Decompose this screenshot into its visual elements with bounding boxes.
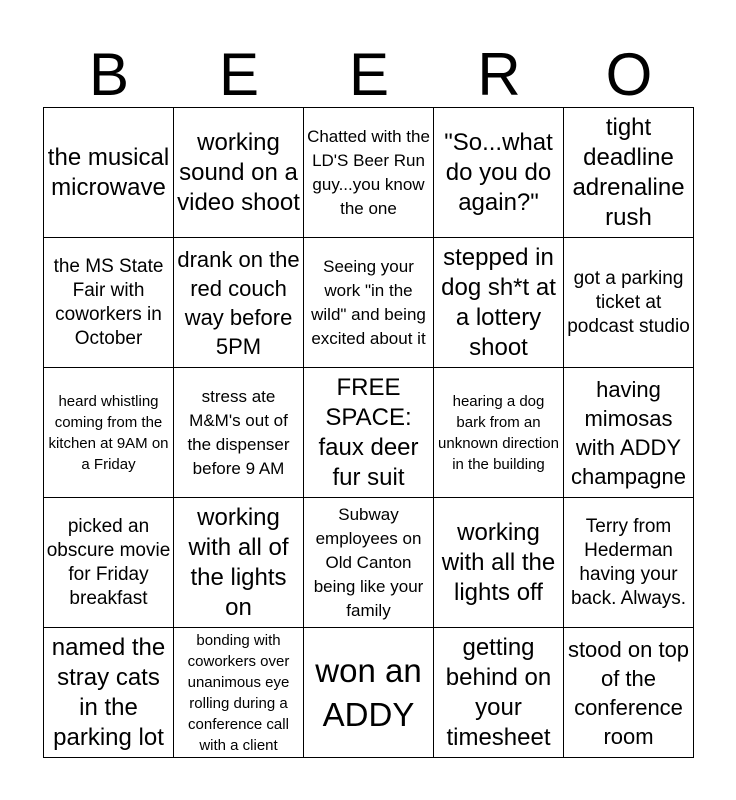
bingo-cell-r3-c3[interactable] [434,498,564,628]
cell-text: hearing a dog bark from an unknown direction in the building [438,392,559,473]
header-letter-r: R [477,41,521,108]
bingo-cell-r2-c3[interactable] [434,368,564,498]
bingo-cell-r0-c0[interactable] [44,108,174,238]
bingo-header [44,41,694,108]
bingo-cell-r3-c2[interactable] [304,498,434,628]
cell-text: drank on the red couch way before 5PM [177,246,300,359]
bingo-cell-r1-c4[interactable] [564,238,694,368]
bingo-cell-r3-c0[interactable] [44,498,174,628]
cell-text: Chatted with the LD'S Beer Run guy...you know the one [307,126,430,218]
bingo-cell-r0-c2[interactable] [304,108,434,238]
bingo-cell-r0-c4[interactable] [564,108,694,238]
cell-text: stepped in dog sh*t at a lottery shoot [441,243,556,361]
bingo-cell-r4-c3[interactable] [434,628,564,758]
header-letter-o: O [605,41,653,108]
cell-text: heard whistling coming from the kitchen at 9AM on a Friday [48,392,169,473]
cell-text: the musical microwave [47,143,170,201]
bingo-cell-r4-c2[interactable] [304,628,434,758]
bingo-cell-r1-c3[interactable] [434,238,564,368]
cell-text: having mimosas with ADDY champagne [571,376,686,489]
cell-text: working sound on a video shoot [177,128,300,216]
bingo-cell-r4-c1[interactable] [174,628,304,758]
bingo-cell-r1-c0[interactable] [44,238,174,368]
bingo-cell-r1-c1[interactable] [174,238,304,368]
bingo-cell-r4-c4[interactable] [564,628,694,758]
cell-text: working with all of the lights on [188,503,289,621]
bingo-cell-r4-c0[interactable] [44,628,174,758]
cell-text: Terry from Hederman having your back. Always. [570,515,687,609]
header-letter-b: B [88,41,130,108]
cell-text: named the stray cats in the parking lot [51,633,166,751]
cell-text: "So...what do you do again?" [444,128,553,216]
cell-text: got a parking ticket at podcast studio [567,267,690,337]
bingo-cell-r1-c2[interactable] [304,238,434,368]
bingo-cell-r3-c1[interactable] [174,498,304,628]
bingo-cell-r0-c1[interactable] [174,108,304,238]
bingo-cell-r3-c4[interactable] [564,498,694,628]
header-letter-e2: E [348,41,390,108]
cell-text: FREE SPACE: faux deer fur suit [318,373,419,491]
bingo-cell-r2-c2[interactable] [304,368,434,498]
bingo-board [43,107,694,758]
header-letter-e1: E [218,41,260,108]
cell-text: Seeing your work "in the wild" and being excited about it [311,256,426,348]
cell-text: the MS State Fair with coworkers in October [53,255,164,349]
bingo-cell-r2-c1[interactable] [174,368,304,498]
cell-text: stood on top of the conference room [567,636,690,749]
cell-text: stress ate M&M's out of the dispenser before 9 AM [187,386,290,478]
bingo-cell-r2-c0[interactable] [44,368,174,498]
cell-text: picked an obscure movie for Friday breakfast [46,515,171,609]
cell-text: won an ADDY [315,651,422,733]
cell-text: working with all the lights off [441,518,556,606]
cell-text: Subway employees on Old Canton being like your family [313,504,424,620]
cell-text: tight deadline adrenaline rush [572,113,685,231]
bingo-cell-r0-c3[interactable] [434,108,564,238]
cell-text: getting behind on your timesheet [445,633,552,751]
bingo-cell-r2-c4[interactable] [564,368,694,498]
cell-text: bonding with coworkers over unanimous eye rolling during a conference call with a client [187,631,290,754]
